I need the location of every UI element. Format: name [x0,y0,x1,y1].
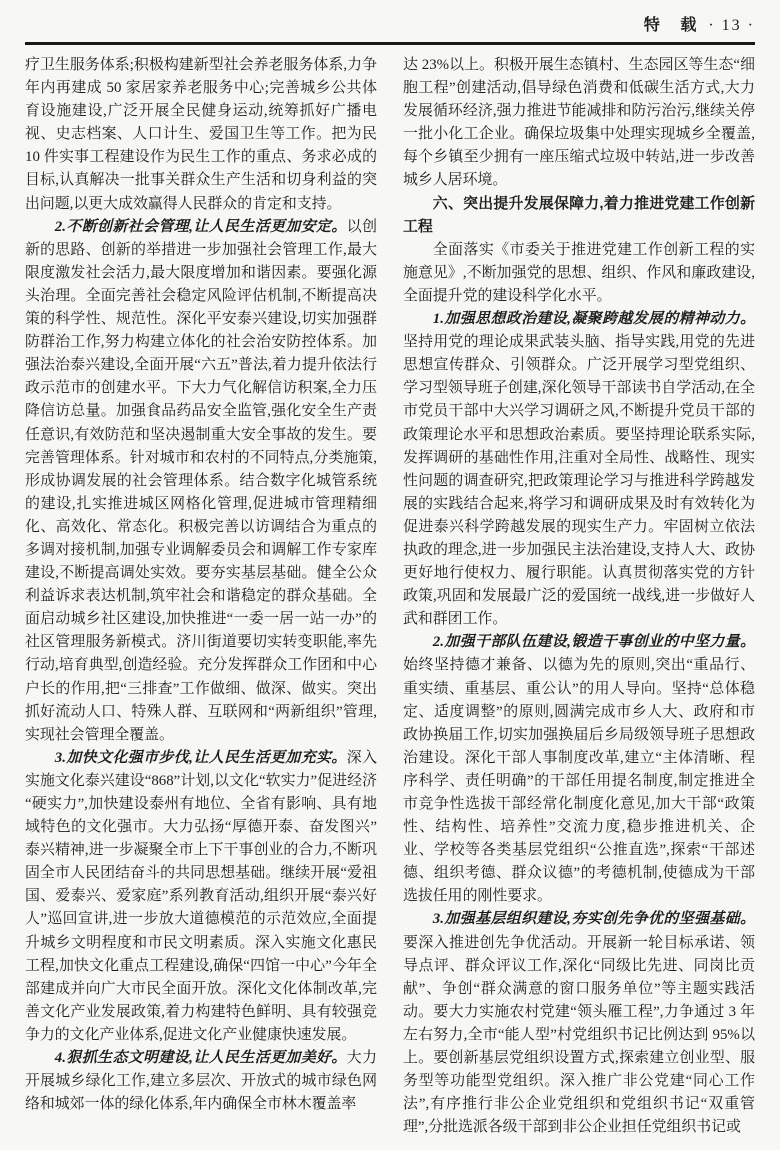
page-header [25,12,755,39]
paragraph [25,54,377,216]
paragraph-text: 大力开展城乡绿化工作,建立多层次、开放式的城市绿色网络和城郊一体的绿化体系,年内确保全市林木覆盖率 [25,1050,377,1113]
paragraph-text: 达 23%以上。积极开展生态镇村、生态园区等生态“细胞工程”创建活动,倡导绿色消费和低碳生活方式,大力发展循环经济,强力推进节能减排和防污治污,继续关停一批小化工企业。确保垃圾集中处理实现城乡全覆盖,每个乡镇至少拥有一座压缩式垃圾中转站,进一步改善城乡人居环境。 [403,57,755,189]
paragraph-lead: 2.不断创新社会管理,让人民生活更加安定。 [54,218,347,235]
paragraph [25,216,377,747]
paragraph [403,631,755,908]
paragraph-lead: 1.加强思想政治建设,凝聚跨越发展的精神动力。 [432,311,755,328]
section-label: 特 载 [643,17,705,34]
text-columns [25,54,755,1139]
paragraph [403,54,755,193]
paragraph-text: 始终坚持德才兼备、以德为先的原则,突出“重品行、重实绩、重基层、重公认”的用人导向。坚持“总体稳定、适度调整”的原则,圆满完成市乡人大、政府和市政协换届工作,切实加强换届后乡局级领导班子思想政治建设。深化干部人事制度改革,建立“主体清晰、程序科学、责任明确”的干部任用提名制度,制定推进全市竞争性选拔干部经常化制度化意见,加大干部“政策性、结构性、培养性”交流力度,稳步推进机关、企业、学校等各类基层党组织“公推直选”,探索“干部述德、组织考德、群众议德”的考德机制,使德成为干部选拔任用的刚性要求。 [403,657,755,905]
paragraph [25,747,377,1047]
paragraph-text: 坚持用党的理论成果武装头脑、指导实践,用党的先进思想宣传群众、引领群众。广泛开展学习型党组织、学习型领导班子创建,深化领导干部读书自学活动,在全市党员干部中大兴学习调研之风,不断提升党员干部的政策理论水平和思想政治素质。要坚持理论联系实际,发挥调研的基础性作用,注重对全局性、战略性、现实性问题的调查研究,把政策理论学习与推进科学跨越发展的实践结合起来,将学习和调研成果及时有效转化为促进泰兴科学跨越发展的现实生产力。牢固树立依法执政的理念,进一步加强民主法治建设,支持人大、政协更好地行使权力、履行职能。认真贯彻落实党的方针政策,巩固和发展最广泛的爱国统一战线,进一步做好人武和群团工作。 [403,334,755,628]
left-column [25,54,377,1139]
paragraph-lead: 2.加强干部队伍建设,锻造干事创业的中坚力量。 [432,634,755,651]
paragraph [25,1047,377,1116]
right-column [403,54,755,1139]
paragraph-lead: 3.加强基层组织建设,夯实创先争优的坚强基础。 [432,911,755,928]
paragraph-text: 要深入推进创先争优活动。开展新一轮目标承诺、领导点评、群众评议工作,深化“同级比先进、同岗比贡献”、争创“群众满意的窗口服务单位”等主题实践活动。要大力实施农村党建“领头雁工程”,力争通过 3 年左右努力,全市“能人型”村党组织书记比例达到 95%以上。要创新基层党组织设置方式,探索建立创业型、服务型等功能型党组织。深入推广非公党建“同心工作法”,有序推行非公企业党组织和党组织书记“双重管理”,分批选派各级干部到非公企业担任党组织书记或 [403,934,755,1136]
paragraph-text: 六、突出提升发展保障力,着力推进党建工作创新工程 [403,195,755,235]
paragraph-lead: 3.加快文化强市步伐,让人民生活更加充实。 [54,749,347,766]
page-number: · 13 · [708,17,755,34]
header-rule [25,42,755,45]
paragraph-text: 深入实施文化泰兴建设“868”计划,以文化“软实力”促进经济“硬实力”,加快建设泰州有地位、全省有影响、具有地域特色的文化强市。大力弘扬“厚德开泰、奋发图兴”泰兴精神,进一步凝聚全市上下干事创业的合力,不断巩固全市人民团结奋斗的共同思想基础。继续开展“爱祖国、爱泰兴、爱家庭”系列教育活动,组织开展“泰兴好人”巡回宣讲,进一步放大道德模范的示范效应,全面提升城乡文明程度和市民文明素质。深入实施文化惠民工程,加快文化重点工程建设,确保“四馆一中心”今年全部建成并向广大市民全面开放。深化文化体制改革,完善文化产业发展政策,着力构建特色鲜明、具有较强竞争力的文化产业体系,促进文化产业健康快速发展。 [25,749,377,1043]
paragraph [403,239,755,308]
paragraph-text: 全面落实《市委关于推进党建工作创新工程的实施意见》,不断加强党的思想、组织、作风和廉政建设,全面提升党的建设科学化水平。 [403,241,755,304]
paragraph-text: 疗卫生服务体系;积极构建新型社会养老服务体系,力争年内再建成 50 家居家养老服务中心;完善城乡公共体育设施建设,广泛开展全民健身运动,统筹抓好广播电视、史志档案、人口计生、爱国卫生等工作。把为民10 件实事工程建设作为民生工作的重点、务求必成的目标,认真解决一批事关群众生产生活和切身利益的突出问题,以更大成效赢得人民群众的肯定和支持。 [25,57,377,212]
paragraph-lead: 4.狠抓生态文明建设,让人民生活更加美好。 [54,1050,347,1067]
paragraph [403,308,755,631]
section-heading [403,193,755,239]
paragraph [403,908,755,1139]
paragraph-text: 以创新的思路、创新的举措进一步加强社会管理工作,最大限度激发社会活力,最大限度增加和谐因素。要强化源头治理。全面完善社会稳定风险评估机制,不断提高决策的科学性、规范性。深化平安泰兴建设,切实加强群防群治工作,努力构建立体化的社会治安防控体系。加强法治泰兴建设,全面开展“六五”普法,着力提升依法行政示范市的创建水平。下大力气化解信访积案,全力压降信访总量。加强食品药品安全监管,强化安全生产责任意识,有效防范和坚决遏制重大安全事故的发生。要完善管理体系。针对城市和农村的不同特点,分类施策,形成协调发展的社会管理体系。结合数字化城管系统的建设,扎实推进城区网格化管理,促进城市管理精细化、高效化、常态化。积极完善以访调结合为重点的多调对接机制,加强专业调解委员会和调解工作专家库建设,不断提高调处实效。要夯实基层基础。健全公众利益诉求表达机制,筑牢社会和谐稳定的群众基础。全面启动城乡社区建设,加快推进“一委一居一站一办”的社区管理服务新模式。济川街道要切实转变职能,率先行动,培育典型,创造经验。充分发挥群众工作团和中心户长的作用,把“三排查”工作做细、做深、做实。突出抓好流动人口、特殊人群、互联网和“两新组织”管理,实现社会管理全覆盖。 [25,218,377,743]
